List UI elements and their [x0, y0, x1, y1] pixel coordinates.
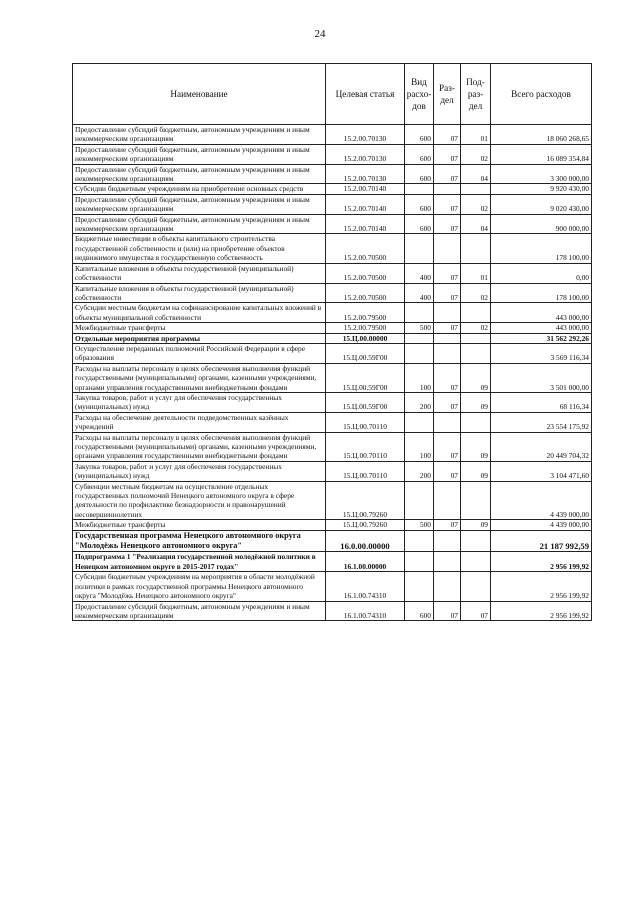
cell-code: 15.Ц.00.59Г00 [326, 392, 405, 412]
cell-code: 15.2.00.70140 [326, 194, 405, 214]
cell-total: 178 100,00 [491, 283, 592, 303]
cell-code: 15.2.00.70500 [326, 234, 405, 263]
cell-name: Предоставление субсидий бюджетным, автономным учреждениям и иным некоммерческим организациям [73, 125, 326, 145]
cell-name: Подпрограмма 1 "Реализация государственной молодёжной политики в Ненецком автономном округе в 2015-2017 годах" [73, 552, 326, 572]
cell-razdel [434, 303, 461, 323]
cell-vid: 500 [405, 323, 434, 333]
cell-razdel [434, 412, 461, 432]
cell-vid [405, 412, 434, 432]
cell-total: 443 000,00 [491, 323, 592, 333]
cell-vid: 600 [405, 144, 434, 164]
cell-name: Отдельные мероприятия программы [73, 333, 326, 343]
cell-razdel [434, 552, 461, 572]
cell-code: 16.0.00.00000 [326, 530, 405, 552]
cell-code: 16.1.00.74310 [326, 601, 405, 621]
table-row [73, 412, 592, 432]
cell-razdel: 07 [434, 520, 461, 530]
cell-total: 2 956 199,92 [491, 552, 592, 572]
cell-razdel: 07 [434, 392, 461, 412]
cell-total: 900 000,00 [491, 214, 592, 234]
cell-vid [405, 572, 434, 601]
cell-total: 3 104 471,60 [491, 461, 592, 481]
cell-razdel: 07 [434, 214, 461, 234]
cell-code: 16.1.00.00000 [326, 552, 405, 572]
cell-podrazdel [461, 343, 491, 363]
cell-code: 15.Ц.00.70110 [326, 412, 405, 432]
cell-vid: 600 [405, 601, 434, 621]
cell-podrazdel: 02 [461, 144, 491, 164]
cell-total: 3 300 000,00 [491, 164, 592, 184]
table-row [73, 363, 592, 392]
cell-razdel: 07 [434, 144, 461, 164]
table-row [73, 601, 592, 621]
cell-code: 15.2.00.79500 [326, 303, 405, 323]
cell-podrazdel [461, 412, 491, 432]
cell-code: 15.2.00.70140 [326, 184, 405, 194]
cell-name: Государственная программа Ненецкого автономного округа "Молодёжь Ненецкого автономного округа" [73, 530, 326, 552]
cell-podrazdel [461, 234, 491, 263]
cell-name: Субсидии местным бюджетам на софинансирование капитальных вложений в объекты муниципальной собственности [73, 303, 326, 323]
cell-vid [405, 552, 434, 572]
cell-total: 2 956 199,92 [491, 572, 592, 601]
cell-total: 3 569 116,34 [491, 343, 592, 363]
budget-table [72, 63, 592, 621]
cell-total: 4 439 000,00 [491, 481, 592, 520]
cell-total: 0,00 [491, 263, 592, 283]
cell-vid [405, 343, 434, 363]
cell-podrazdel: 09 [461, 363, 491, 392]
cell-razdel: 07 [434, 363, 461, 392]
cell-name: Закупка товаров, работ и услуг для обеспечения государственных (муниципальных) нужд [73, 461, 326, 481]
cell-podrazdel: 09 [461, 432, 491, 461]
cell-name: Предоставление субсидий бюджетным, автономным учреждениям и иным некоммерческим организациям [73, 194, 326, 214]
cell-total: 20 449 704,32 [491, 432, 592, 461]
cell-name: Субвенции местным бюджетам на осуществление отдельных государственных полномочий Ненецкого автономного округа в сфере деятельности по профилактике безнадзорности и правонарушений несовершеннолетних [73, 481, 326, 520]
cell-vid [405, 234, 434, 263]
cell-total: 21 187 992,59 [491, 530, 592, 552]
cell-code: 15.2.00.70500 [326, 263, 405, 283]
cell-total: 443 000,00 [491, 303, 592, 323]
table-row [73, 184, 592, 194]
cell-total: 31 562 292,26 [491, 333, 592, 343]
cell-podrazdel [461, 530, 491, 552]
cell-podrazdel: 07 [461, 601, 491, 621]
cell-razdel: 07 [434, 263, 461, 283]
cell-name: Субсидии бюджетным учреждениям на приобретение основных средств [73, 184, 326, 194]
table-row [73, 214, 592, 234]
cell-vid [405, 333, 434, 343]
cell-podrazdel: 01 [461, 125, 491, 145]
cell-razdel [434, 234, 461, 263]
cell-podrazdel: 04 [461, 164, 491, 184]
cell-vid: 600 [405, 214, 434, 234]
cell-vid: 600 [405, 125, 434, 145]
cell-razdel [434, 530, 461, 552]
cell-podrazdel: 01 [461, 263, 491, 283]
cell-podrazdel: 02 [461, 283, 491, 303]
cell-vid: 200 [405, 392, 434, 412]
cell-podrazdel [461, 303, 491, 323]
cell-total: 9 020 430,00 [491, 194, 592, 214]
table-row [73, 283, 592, 303]
cell-vid: 200 [405, 461, 434, 481]
cell-razdel: 07 [434, 601, 461, 621]
cell-razdel [434, 343, 461, 363]
cell-razdel: 07 [434, 194, 461, 214]
table-header-row [73, 64, 592, 125]
cell-razdel: 07 [434, 461, 461, 481]
cell-code: 15.2.00.70130 [326, 125, 405, 145]
cell-total: 16 089 354,84 [491, 144, 592, 164]
header-podrazdel: Под-раз-дел [461, 64, 491, 125]
header-razdel: Раз-дел [434, 64, 461, 125]
cell-name: Расходы на выплаты персоналу в целях обеспечения выполнения функций государственными (муниципальными) органами, казенными учреждениями, органами управления государственными внебюджетными фондами [73, 363, 326, 392]
table-row [73, 572, 592, 601]
cell-podrazdel: 04 [461, 214, 491, 234]
cell-vid: 600 [405, 164, 434, 184]
cell-code: 15.2.00.70130 [326, 144, 405, 164]
table-row [73, 333, 592, 343]
table-row [73, 125, 592, 145]
header-total: Всего расходов [491, 64, 592, 125]
cell-razdel: 07 [434, 323, 461, 333]
table-row [73, 263, 592, 283]
cell-podrazdel: 09 [461, 520, 491, 530]
table-row [73, 194, 592, 214]
cell-total: 68 116,34 [491, 392, 592, 412]
cell-code: 15.Ц.00.00000 [326, 333, 405, 343]
cell-razdel: 07 [434, 432, 461, 461]
cell-code: 15.Ц.00.59Г00 [326, 343, 405, 363]
table-row [73, 343, 592, 363]
cell-podrazdel: 09 [461, 392, 491, 412]
cell-total: 2 956 199,92 [491, 601, 592, 621]
cell-total: 3 501 000,00 [491, 363, 592, 392]
cell-vid: 400 [405, 263, 434, 283]
cell-podrazdel: 02 [461, 323, 491, 333]
table-row [73, 481, 592, 520]
cell-code: 16.1.00.74310 [326, 572, 405, 601]
cell-razdel [434, 572, 461, 601]
cell-razdel: 07 [434, 164, 461, 184]
cell-vid [405, 303, 434, 323]
table-row [73, 520, 592, 530]
table-row [73, 552, 592, 572]
cell-vid: 400 [405, 283, 434, 303]
table-body [73, 125, 592, 621]
table-row [73, 323, 592, 333]
cell-total: 4 439 000,00 [491, 520, 592, 530]
cell-name: Предоставление субсидий бюджетным, автономным учреждениям и иным некоммерческим организациям [73, 164, 326, 184]
cell-name: Предоставление субсидий бюджетным, автономным учреждениям и иным некоммерческим организациям [73, 214, 326, 234]
cell-podrazdel [461, 481, 491, 520]
cell-code: 15.2.00.70140 [326, 214, 405, 234]
cell-podrazdel [461, 552, 491, 572]
cell-code: 15.2.00.70500 [326, 283, 405, 303]
table-row [73, 164, 592, 184]
cell-podrazdel: 02 [461, 194, 491, 214]
cell-vid [405, 481, 434, 520]
cell-total: 23 554 175,92 [491, 412, 592, 432]
table-row [73, 530, 592, 552]
header-code: Целевая статья [326, 64, 405, 125]
cell-podrazdel: 09 [461, 461, 491, 481]
page-number: 24 [314, 28, 326, 40]
cell-total: 18 060 268,65 [491, 125, 592, 145]
cell-name: Капитальные вложения в объекты государственной (муниципальной) собственности [73, 263, 326, 283]
table-row [73, 461, 592, 481]
cell-razdel [434, 333, 461, 343]
cell-name: Межбюджетные трансферты [73, 520, 326, 530]
cell-code: 15.2.00.70130 [326, 164, 405, 184]
cell-code: 15.Ц.00.70110 [326, 461, 405, 481]
cell-podrazdel [461, 572, 491, 601]
cell-code: 15.Ц.00.70110 [326, 432, 405, 461]
cell-razdel: 07 [434, 283, 461, 303]
header-name: Наименование [73, 64, 326, 125]
cell-name: Осуществление переданных полномочий Российской Федерации в сфере образования [73, 343, 326, 363]
cell-name: Бюджетные инвестиции в объекты капитального строительства государственной собственности и (или) на приобретение объектов недвижимого имущества в государственную собственность [73, 234, 326, 263]
table-row [73, 432, 592, 461]
cell-name: Межбюджетные трансферты [73, 323, 326, 333]
cell-razdel: 07 [434, 125, 461, 145]
cell-code: 15.Ц.00.79260 [326, 481, 405, 520]
cell-code: 15.Ц.00.59Г00 [326, 363, 405, 392]
cell-name: Предоставление субсидий бюджетным, автономным учреждениям и иным некоммерческим организациям [73, 601, 326, 621]
table-row [73, 144, 592, 164]
cell-vid [405, 530, 434, 552]
cell-vid: 100 [405, 363, 434, 392]
cell-vid: 100 [405, 432, 434, 461]
table-row [73, 392, 592, 412]
cell-code: 15.2.00.79500 [326, 323, 405, 333]
cell-name: Расходы на выплаты персоналу в целях обеспечения выполнения функций государственными (муниципальными) органами, казенными учреждениями, органами управления государственными внебюджетными фондами [73, 432, 326, 461]
cell-podrazdel [461, 184, 491, 194]
cell-vid [405, 184, 434, 194]
cell-podrazdel [461, 333, 491, 343]
cell-name: Расходы на обеспечение деятельности подведомственных казённых учреждений [73, 412, 326, 432]
cell-name: Предоставление субсидий бюджетным, автономным учреждениям и иным некоммерческим организациям [73, 144, 326, 164]
cell-name: Субсидии бюджетным учреждениям на мероприятия в области молодёжной политики в рамках государственной программы Ненецкого автономного округа "Молодёжь Ненецкого автономного округа" [73, 572, 326, 601]
cell-vid: 500 [405, 520, 434, 530]
table-row [73, 234, 592, 263]
cell-code: 15.Ц.00.79260 [326, 520, 405, 530]
table-row [73, 303, 592, 323]
cell-total: 9 920 430,00 [491, 184, 592, 194]
cell-vid: 600 [405, 194, 434, 214]
cell-name: Закупка товаров, работ и услуг для обеспечения государственных (муниципальных) нужд [73, 392, 326, 412]
cell-razdel [434, 481, 461, 520]
header-vid: Вид расхо-дов [405, 64, 434, 125]
cell-name: Капитальные вложения в объекты государственной (муниципальной) собственности [73, 283, 326, 303]
cell-razdel [434, 184, 461, 194]
cell-total: 178 100,00 [491, 234, 592, 263]
